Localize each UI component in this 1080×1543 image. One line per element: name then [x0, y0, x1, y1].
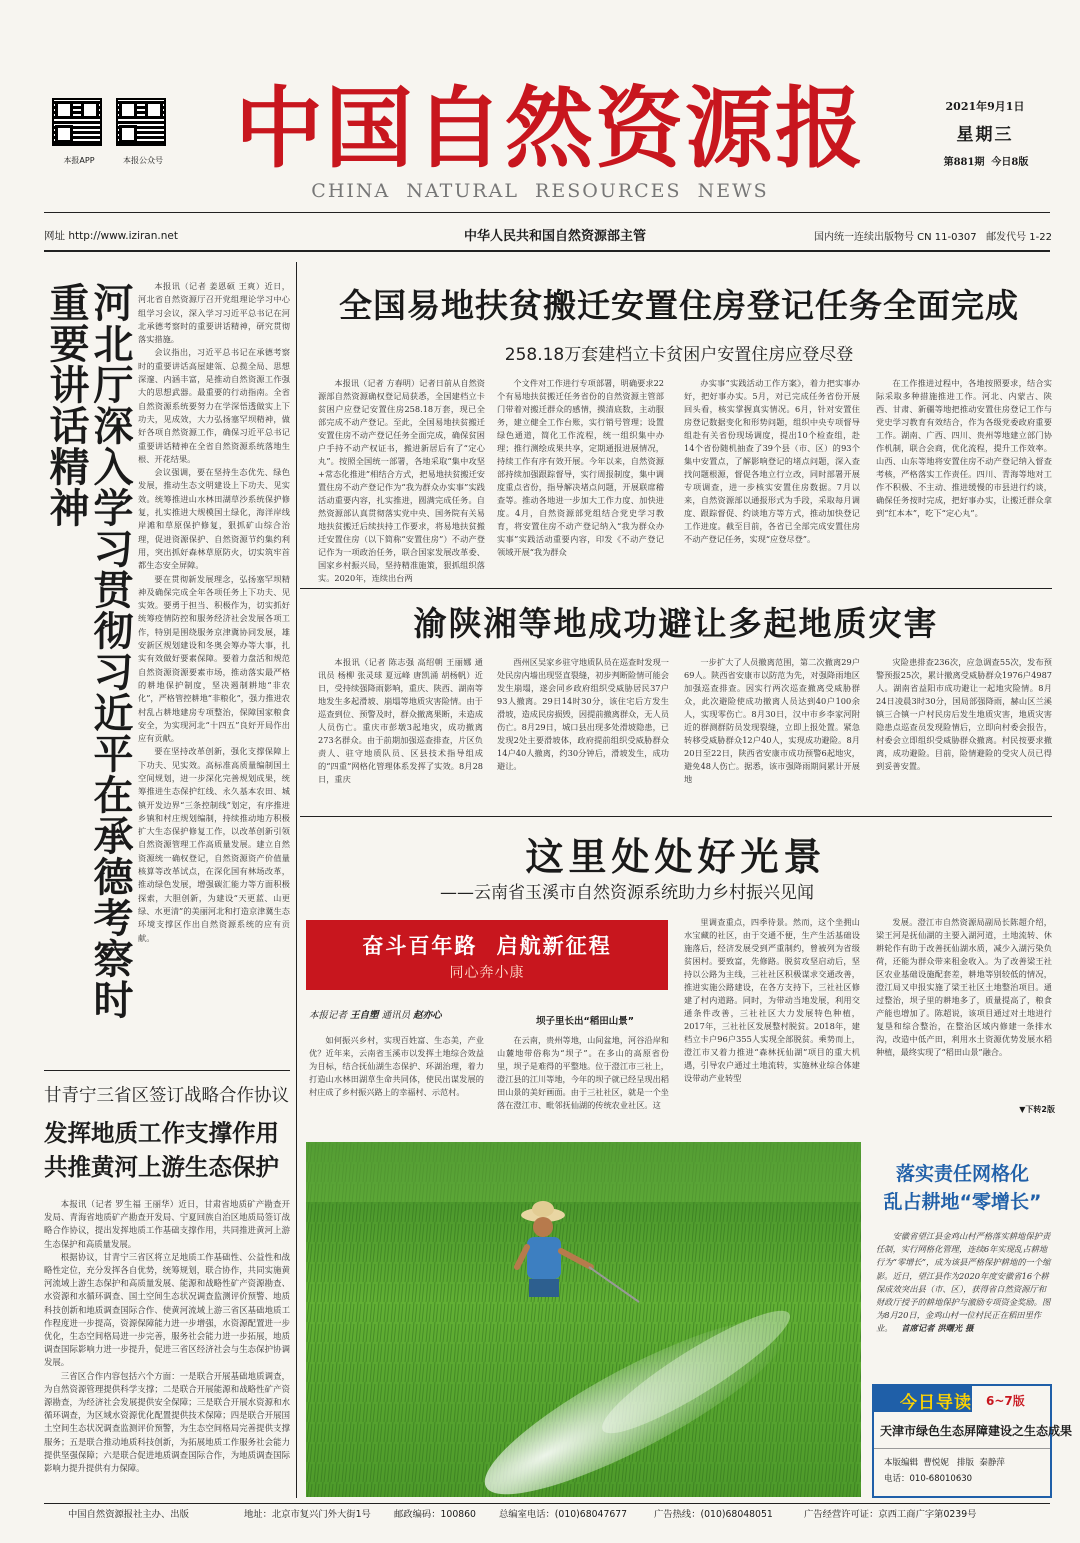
editor-phone: 电话：010-68010630 — [884, 1474, 973, 1484]
banner-subtitle: 同心奔小康 — [449, 965, 525, 981]
gansu-qinghai-ningxia-subtitle: 甘青宁三省区签订战略合作协议 — [44, 1086, 289, 1106]
side-box-title-line1: 落实责任网格化 — [895, 1163, 1029, 1185]
guide-title: 今日导读 — [900, 1393, 972, 1413]
qr-label-wechat: 本报公众号 — [123, 156, 163, 165]
disaster-col-2 — [497, 656, 669, 808]
rice-field-photo — [306, 1142, 861, 1497]
feature-col-text: 里调查重点，四季待景。然而，这个坐拥山水宝藏的社区，由于交通不便，生产生活基础设施落后，经济发展受到严重制约，曾被列为省级贫困村。要致富，先修路。脱贫攻坚启动后，坚持以公路为主线，三社社区积极谋求交通改善，推进实施公路建设，在各方支持下，三社社区修建了村内道路。同时，为带动当地发展，利用交通条件改善，三社社区大力发展特色种植，2017年，三社社区发展整村脱贫。2018年，建档立卡户96户355人实现全部脱贫。乘势而上，澄江市又着力推进“森林抚仙湖”项目的重大机遇，引导农户通过土地流转，实施林业综合体建设带动产业转型 — [684, 917, 860, 1083]
main-col-3 — [684, 377, 860, 577]
issue-number: 第881期 今日8版 — [943, 157, 1029, 168]
feature-headline: 这里处处好光景 — [525, 834, 827, 879]
left-divider — [44, 1070, 290, 1071]
photo-caption-text: 安徽省望江县金鸡山村严格落实耕地保护责任制，实行网格化管理，连续6年实现乱占耕地行为“零增长”，成为该县严格保护耕地的一个缩影。近日，望江县作为2020年度安徽省16个耕保成效突出县（市、区），获得省自然资源厅和财政厅授予的耕地保护与激励专项资金奖励。图为8月20日，金鸡山村一位村民正在稻田里作业。 — [876, 1231, 1051, 1334]
disaster-col-text: 灾险患排查236次，应急调查55次，发布预警预报25次，累计撤离受威胁群众1976户4987人。湖南省益阳市成功避让一起地灾险情。8月24日凌晨3时30分，国局部强降雨，赫山区兰溪镇三合镇一户村民房后发生地质灾害，地质灾害隐患点巡查员发现险情后，立即向村委会报告，村委会立即组织受威胁群众撤离。村民按要求撤离，成功避险。目前，险情避险的受灾人员已得到妥善安置。 — [876, 657, 1052, 771]
newspaper-english-title: CHINA NATURAL RESOURCES NEWS — [311, 180, 769, 202]
page-editor: 本版编辑 曹悦妮 排版 秦静萍 — [884, 1458, 1005, 1468]
guide-rule — [874, 1448, 1050, 1449]
main-col-1 — [318, 377, 485, 583]
main-col-2 — [497, 377, 664, 577]
byline-reporter: 王自塑 — [350, 1010, 379, 1021]
footer — [44, 1506, 1054, 1522]
geology-headline: 发挥地质工作支撑作用 共推黄河上游生态保护 — [44, 1119, 279, 1181]
hebei-paragraph: 会议强调，要在坚持生态优先、绿色发展，推动生态文明建设上下功夫、见实效。统筹推进山水林田湖草沙系统保护修复，扎实推进大规模国土绿化，海洋岸线岸滩和草原保护修复，狠抓矿山综合治理，促进资源保护、自然资源节约集约利用，突出抓好森林草原防火，切实筑牢首都生态安全屏障。 — [138, 467, 290, 571]
hebei-paragraph: 本报讯（记者 姜恩硕 王爽）近日，河北省自然资源厅召开党组理论学习中心组学习会议，深入学习习近平总书记在河北承德考察时的重要讲话精神，研究贯彻落实措施。 — [138, 281, 290, 345]
feature-byline — [309, 1007, 509, 1021]
main-subhead: 258.18万套建档立卡贫困户安置住房应登尽登 — [504, 345, 854, 365]
sponsor-line: 中华人民共和国自然资源部主管 — [463, 229, 646, 244]
qr-code-app — [52, 98, 102, 146]
continued-note: ▼下转2版 — [1019, 1105, 1055, 1114]
footer-phone: 总编室电话：(010)68047677 — [499, 1509, 628, 1520]
disaster-col-1 — [318, 656, 483, 808]
main-col-text: 个文件对工作进行专项部署，明确要求22个有易地扶贫搬迁任务省份的自然资源主管部门带着对搬迁群众的感情，摸清底数，主动服务，建立健全工作台账，实行销号管理；设置绿色通道，简化工作流程，统一组织集中办理；推行测绘成果共享，定期通报进展情况，持续工作有序有效开展。今年以来，自然资源部持续加强跟踪督导，实行周报制度，集中调度重点省份，指导解决堵点问题，开展联席稽查等。推动各地进一步加大工作力度、加快进度。4月，自然资源部党组结合党史学习教育，将安置住房不动产登记纳入“我为群众办实事”实践活动重要内容，印发《不动产登记领域开展“我为群众 — [497, 378, 664, 557]
side-box-title-line2: 乱占耕地“零增长” — [883, 1191, 1042, 1213]
feature-col-1 — [497, 1034, 669, 1130]
geology-paragraph: 本报讯（记者 罗生福 王丽华）近日，甘肃省地质矿产勘查开发局、青海省地质矿产勘查开发局、宁夏回族自治区地质局签订战略合作协议，提出发挥地质工作基础支撑作用，共同推进黄河上游生态保护和高质量发展。 — [44, 1199, 290, 1249]
geology-article — [44, 1198, 290, 1498]
main-col-4 — [876, 377, 1052, 577]
banner-title: 奋斗百年路 启航新征程 — [362, 934, 612, 958]
todays-guide-box — [872, 1384, 1073, 1498]
feature-banner — [306, 920, 668, 990]
footer-postcode: 邮政编码：100860 — [394, 1509, 476, 1520]
website-url[interactable]: 网址 http://www.iziran.net — [44, 230, 178, 242]
story-divider-1 — [300, 588, 1052, 589]
footer-rule — [44, 1503, 1050, 1504]
feature-col-3 — [876, 916, 1052, 1101]
disaster-col-4 — [876, 656, 1052, 808]
disaster-headline: 渝陕湘等地成功避让多起地质灾害 — [413, 604, 939, 643]
guide-item[interactable]: 天津市绿色生态屏障建设之生态成果 — [880, 1424, 1073, 1438]
footer-ad-line: 广告热线：(010)68048051 — [654, 1509, 773, 1520]
column-rule — [296, 262, 297, 1498]
vertical-headline: 河北厅深入学习贯彻习近平在承德考察时重要讲话精神 — [43, 282, 133, 1020]
main-col-text: 在工作推进过程中，各地按照要求，结合实际采取多种措施推进工作。河北、内蒙古、陕西、甘肃、新疆等地把推动安置住房登记工作与党史学习教育有效结合，作为各级党委政府重要工作。湖南、广西、四川、贵州等地建立部门协作机制，联合会商，优化流程，提升工作效率。山西、山东等地将安置住房不动产登记纳入督查考核，严格落实工作责任。四川、青海等地对工作不积极、不主动、推进缓慢的市县进行约谈，确保任务按时完成，把好事办实，让搬迁群众拿到“红本本”，吃下“定心丸”。 — [876, 378, 1052, 518]
masthead-rule-bottom — [44, 250, 1050, 252]
story-divider-2 — [300, 816, 1052, 817]
qr-code-wechat — [116, 98, 166, 146]
disaster-col-3 — [684, 656, 860, 808]
byline-correspondent: 赵亦心 — [413, 1010, 442, 1021]
feature-col-text: 发展。澄江市自然资源局副局长陈超介绍，梁王河是抚仙湖的主要入湖河道，土地流转、休耕轮作有助于改善抚仙湖水质，减少入湖污染负荷，还能为群众带来租金收入。为了改善梁王社区农业基础设施配套差，耕地等别较低的情况，澄江局又申报实施了梁王社区土地整治项目。通过整治，坝子里的耕地多了，质量提高了，粮食产能也增加了。陈超说，该项目通过对土地进行复垦和综合整治，在整治区域内修建一条排水沟，改造中低产田，利用水土资源优势发展水稻种植，最终实现了“稻田山景”融合。 — [876, 917, 1052, 1057]
feature-lead-text: 如何振兴乡村，实现百姓富、生态美，产业优？近年来，云南省玉溪市以发挥土地综合效益为目标，结合抚仙湖生态保护、环湖治理，着力打造山水林田湖草生命共同体，使民出谋发展的村庄成了乡村振兴路上的幸福村、示范村。 — [309, 1035, 484, 1097]
main-col-text: 办实事”实践活动工作方案》，着力把实事办好，把好事办实。5月，对已完成任务省份开展回头看，核实掌握真实情况。6月，针对安置住房登记数据变化和形势问题，组织中央专项督导组赴有关省份现场调度，提出10个检查组，赴14个省份随机抽查了39个县（市、区）的93个集中安置点，了解影响登记的堵点问题，深入查找问题根源，督促各地立行立改，同时部署开展专项调查，进一步核实安置住房数据。7月以来，自然资源部以通报形式为手段，采取每月调度、跟踪督促、约谈地方等方式，推动加快登记工作进度。截至目前，各省已全部完成安置住房不动产登记任务，实现“应登尽登”。 — [684, 378, 860, 544]
guide-pages: 6~7版 — [986, 1394, 1025, 1408]
feature-section-title: 坝子里长出“稻田山景” — [536, 1016, 634, 1027]
footer-license: 广告经营许可证：京西工商广字第0239号 — [804, 1509, 977, 1520]
geology-paragraph: 根据协议，甘青宁三省区将立足地质工作基础性、公益性和战略性定位，充分发挥各自优势，统筹规划，联合协作，共同实施黄河流域上游生态保护和高质量发展、能源和战略性矿产资源勘查、水资源和水循环调查、国土空间生态状况调查监测评价预警、地质科技创新和地质调查国际合作、使黄河流域上游三省区基础地质工作程度进一步提高，资源保障能力进一步增强，水资源配置进一步优化，生态空间格局进一步完善，服务社会能力进一步拓展，地质调查国际影响力进一步提升，促进三省区经济社会与生态保护协调发展。 — [44, 1251, 290, 1368]
footer-address: 地址：北京市复兴门外大街1号 — [244, 1509, 371, 1520]
main-headline: 全国易地扶贫搬迁安置住房登记任务全面完成 — [339, 286, 1019, 325]
hebei-paragraph: 要在贯彻新发展理念，弘扬塞罕坝精神及确保完成全年各项任务上下功夫、见实效。要勇于担当、积极作为，切实抓好统筹疫情防控和服务经济社会发展各项工作，特别是围绕服务京津冀协同发展，雄安新区规划建设和冬奥会筹办等大事，扎实有效做好要素保障。要着力盘活和规范自然资源资源要素市场，推动落实最严格的耕地保护制度，坚决遏制耕地“非农化”，严格管控耕地“非粮化”，强力推进农村乱占耕地建房专项整治，保障国家粮食安全，为实现河北“十四五”良好开局作出应有贡献。 — [138, 573, 290, 744]
byline-label: 本报记者 — [309, 1010, 348, 1021]
footer-publisher: 中国自然资源报社主办、出版 — [68, 1509, 189, 1520]
newspaper-title: 中国自然资源报 — [234, 76, 865, 180]
geology-paragraph: 三省区合作内容包括六个方面：一是联合开展基础地质调查，为自然资源管理提供科学支撑；二是联合开展能源和战略性矿产资源勘查，为经济社会发展提供安全保障；三是联合开展水资源和水循环调查，为区域水资源优化配置提供技术保障；四是联合开展国土空间生态状况调查监测评价预警，为生态空间格局完善提供支撑服务；五是联合推动地质科技创新，为拓展地质工作服务社会能力提供坚强保障；六是联合促进地质调查国际合作，为地质调查国际影响力提升提供有力保障。 — [44, 1370, 290, 1474]
issue-date: 2021年9月1日 — [945, 100, 1025, 113]
disaster-col-text: 酉州区吴家乡驻守地质队员在巡查时发现一处民房内墙出现竖直裂缝，初步判断险情可能会发生崩塌，遂会同乡政府组织受威胁居民37户93人撤离。29日14时30分，该住宅后方发生滑坡，造成民房损毁，因提前撤离群众，无人员伤亡。8月29日，城口县出现多处滑坡隐患，已发现2处主要滑坡体，政府提前组织受威胁群众14户40人撤离，约30分钟后，滑坡发生，成功避让。 — [497, 657, 669, 771]
masthead-rule — [44, 212, 1050, 213]
hebei-paragraph: 会议指出，习近平总书记在承德考察时的重要讲话高屋建瓴、总揽全局、思想深邃、内涵丰富，是推动自然资源工作强大的思想武器。最重要的行动指南。全省自然资源系统要努力在学深悟透做实上下功夫，见成效，大力弘扬塞罕坝精神，做好各项自然资源工作，确保习近平总书记重要讲话精神在全省自然资源系统落地生根、开花结果。 — [138, 347, 290, 464]
feature-col-text: 在云南，贵州等地，山间盆地，河谷沿岸和山麓地带俗称为“坝子”。在多山的高原省份里，坝子是难得的平整地。位于澄江市三社上，澄江县的江川等地，今年的坝子就已经呈现出稻田山景的美好画面。由于三社社区，就是一个坐落在澄江市、毗邻抚仙湖的传统农业社区。这 — [497, 1035, 669, 1110]
photo-credit: 首席记者 洪曙光 摄 — [901, 1323, 974, 1334]
hebei-article — [138, 280, 290, 1060]
issue-weekday: 星期三 — [956, 125, 1014, 145]
feature-subhead: ——云南省玉溪市自然资源系统助力乡村振兴见闻 — [440, 883, 814, 903]
main-col-text: 本报讯（记者 方春明）记者日前从自然资源部自然资源确权登记局获悉，全国建档立卡贫困户应登记安置住房258.18万套，现已全部完成不动产登记。至此，全国易地扶贫搬迁安置住房不动产登记任务全面完成，确保贫困户手持不动产权证书，搬进新居后有了“定心丸”。按照全国统一部署，各地采取“集中攻坚+常态化推进”相结合方式，把易地扶贫搬迁安置住房不动产登记作为“我为群众办实事”实践活动重要内容，扎实推进，圆满完成任务。自然资源部认真贯彻落实党中央、国务院有关易地扶贫搬迁后续扶持工作要求，将易地扶贫搬迁安置住房（以下简称“安置住房”）不动产登记作为一项政治任务，联合国家发展改革委、国家乡村振兴局，坚持精准施策，狠抓组织落实。2020年，连续出台两 — [318, 378, 485, 583]
side-box-title — [870, 1160, 1055, 1216]
qr-label-app: 本报APP — [63, 156, 95, 165]
feature-lead — [309, 1034, 484, 1130]
disaster-col-text: 本报讯（记者 陈志强 高绍朝 王丽娜 通讯员 杨柳 张灵球 夏远峰 唐凯涌 胡杨帆）近日，受持续强降雨影响，重庆、陕西、湖南等地发生多起滑坡、崩塌等地质灾害险情。由于巡查到位、预警及时，群众撤离果断，未造成人员伤亡。重庆市彭墩3起地灾，成功撤离273名群众。由于前期加强巡查排查，片区负责人、驻守地质队员、区县技术指导组成的“四重”网格化管理体系发挥了实效。8月28日，重庆 — [318, 657, 483, 784]
feature-col-2 — [684, 916, 860, 1132]
photo-caption — [876, 1230, 1052, 1365]
byline-label: 通讯员 — [381, 1010, 411, 1021]
rice-field-illustration — [306, 1142, 861, 1497]
publication-numbers: 国内统一连续出版物号 CN 11-0307 邮发代号 1-22 — [813, 232, 1052, 243]
disaster-col-text: 一步扩大了人员撤离范围，第二次撤离29户69人。陕西省安康市以防范为先，对强降雨地区加强巡查排查。因实行两次巡查撤离受威胁群众，此次避险使成功撤离人员达到40户100余人，实现零伤亡。8月30日，汉中市乡李家河附近的群测群防员发现裂缝，立即上报处置。紧急转移受威胁群众12户40人，实现成功避险。8月20日至22日，陕西省安康市成功预警6起地灾，避免48人伤亡。据悉，该市强降雨期间累计开展地 — [684, 657, 860, 784]
hebei-paragraph: 要在坚持改革创新，强化支撑保障上下功夫、见实效。高标准高质量编制国土空间规划，进一步深化完善规划成果，统筹推进生态保护红线、永久基本农田、城镇开发边界“三条控制线”划定，有序推进乡镇和村庄规划编制，持续推动地方积极扩大生态保护修复工作，以改革创新引领自然资源管理工作高质量发展。建立自然资源统一确权登记，自然资源资产价值量核算等改革试点，在深化国有林场改革，推动绿色发展，增强碳汇能力等方面积极探索，大胆创新，为建设“天更蓝、山更绿、水更清”的美丽河北和打造京津冀生态环境支撑区作出自然资源系统的应有贡献。 — [138, 746, 290, 943]
